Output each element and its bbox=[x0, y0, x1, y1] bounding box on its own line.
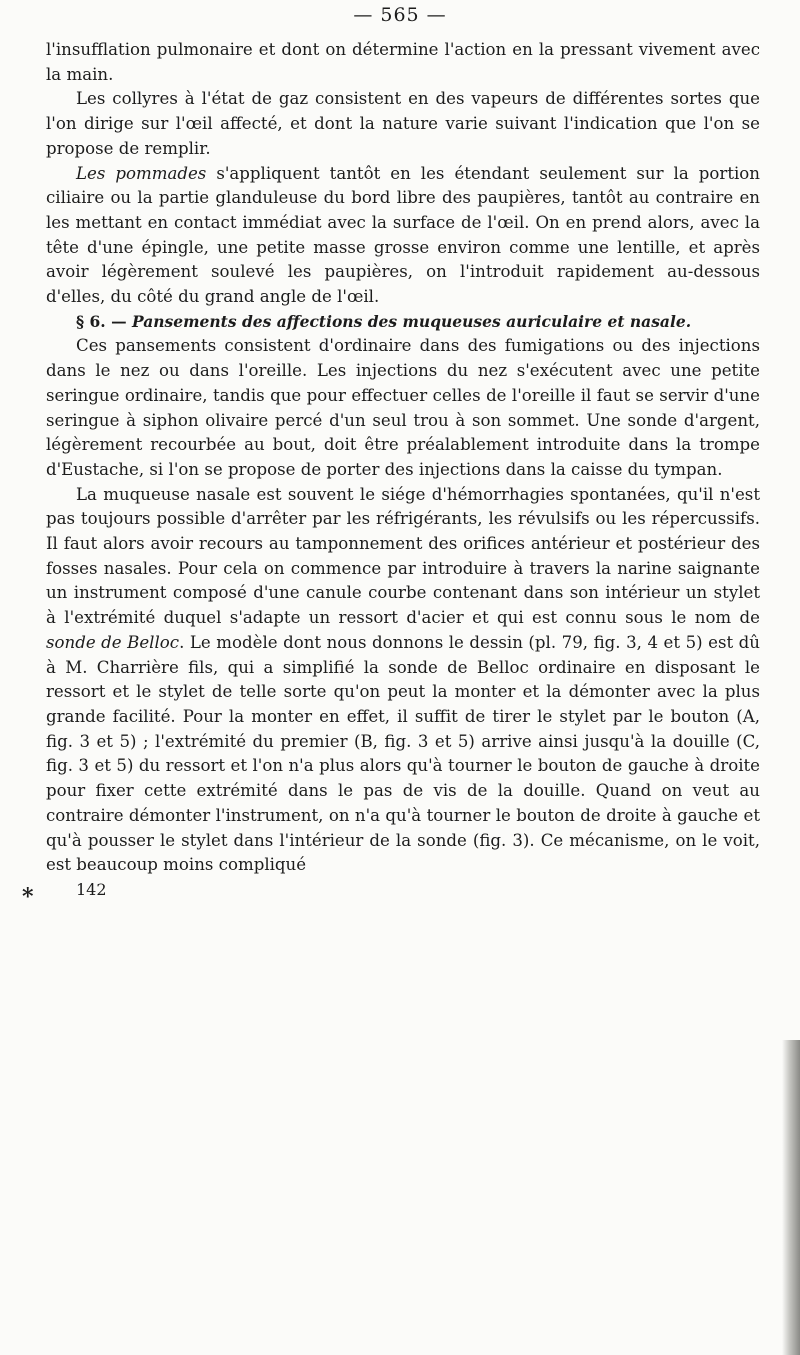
pommades-text: s'appliquent tantôt en les étendant seulement sur la portion ciliaire ou la partie glanduleuse du bord libre des paupières, tantôt au contraire en les mettant en contact immédiat avec la surface de l'œil. On en prend alors, avec la tête d'une épingle, une petite masse grosse environ comme une lentille, et après avoir légèrement soulevé les paupières, on l'introduit rapidement au-dessous d'elles, du côté du grand angle de l'œil. bbox=[46, 163, 760, 307]
section-number: § 6. — bbox=[76, 311, 132, 331]
printer-signature: 142 bbox=[76, 879, 107, 899]
belloc-term: sonde de Belloc bbox=[46, 632, 180, 652]
section-heading bbox=[46, 310, 760, 335]
margin-asterisk: * bbox=[22, 884, 34, 910]
page-number: — 565 — bbox=[353, 4, 447, 26]
belloc-text-a: La muqueuse nasale est souvent le siége d'hémorrhagies spontanées, qu'il n'est pas toujours possible d'arrêter par les réfrigérants, les révulsifs ou les répercussifs. Il faut alors avoir recours au tamponnement des orifices antérieur et postérieur des fosses nasales. Pour cela on commence par introduire à travers la narine saignante un instrument composé d'une canule courbe contenant dans son intérieur un stylet à l'extrémité duquel s'adapte un ressort d'acier et qui est connu sous le nom de bbox=[46, 484, 760, 628]
paragraph-muqueuse-nasale bbox=[46, 483, 760, 878]
paragraph-pommades bbox=[46, 162, 760, 310]
paragraph-collyres: Les collyres à l'état de gaz consistent en des vapeurs de différentes sortes que l'on dirige sur l'œil affecté, et dont la nature varie suivant l'indication que l'on se propose de remplir. bbox=[46, 89, 760, 158]
pommades-term: Les pommades bbox=[76, 163, 207, 183]
paragraph-pansements: Ces pansements consistent d'ordinaire dans des fumigations ou des injections dans le nez ou dans l'oreille. Les injections du nez s'exécutent avec une petite seringue ordinaire, tandis que pour effectuer celles de l'oreille il faut se servir d'une seringue à siphon olivaire percé d'un seul trou à son sommet. Une sonde d'argent, légèrement recourbée au bout, doit être préalablement introduite dans la trompe d'Eustache, si l'on se propose de porter des injections dans la caisse du tympan. bbox=[46, 336, 760, 479]
belloc-text-b: . Le modèle dont nous donnons le dessin (pl. 79, fig. 3, 4 et 5) est dû à M. Charrière fils, qui a simplifié la sonde de Belloc ordinaire en disposant le ressort et le stylet de telle sorte qu'on peut la monter et la démonter avec la plus grande facilité. Pour la monter en effet, il suffit de tirer le stylet par le bouton (A, fig. 3 et 5) ; l'extrémité du premier (B, fig. 3 et 5) arrive ainsi jusqu'à la douille (C, fig. 3 et 5) du ressort et l'on n'a plus alors qu'à tourner le bouton de gauche à droite pour fixer cette extrémité dans le pas de vis de la douille. Quand on veut au contraire démonter l'instrument, on n'a qu'à tourner le bouton de droite à gauche et qu'à pousser le stylet dans l'intérieur de la sonde (fig. 3). Ce mécanisme, on le voit, est beaucoup moins compliqué bbox=[46, 632, 760, 875]
body-text bbox=[46, 38, 760, 903]
page-edge-shadow bbox=[782, 1040, 800, 1355]
paragraph-insufflation: l'insufflation pulmonaire et dont on détermine l'action en la pressant vivement avec la main. bbox=[46, 40, 760, 84]
section-title: Pansements des affections des muqueuses auriculaire et nasale. bbox=[131, 311, 692, 331]
